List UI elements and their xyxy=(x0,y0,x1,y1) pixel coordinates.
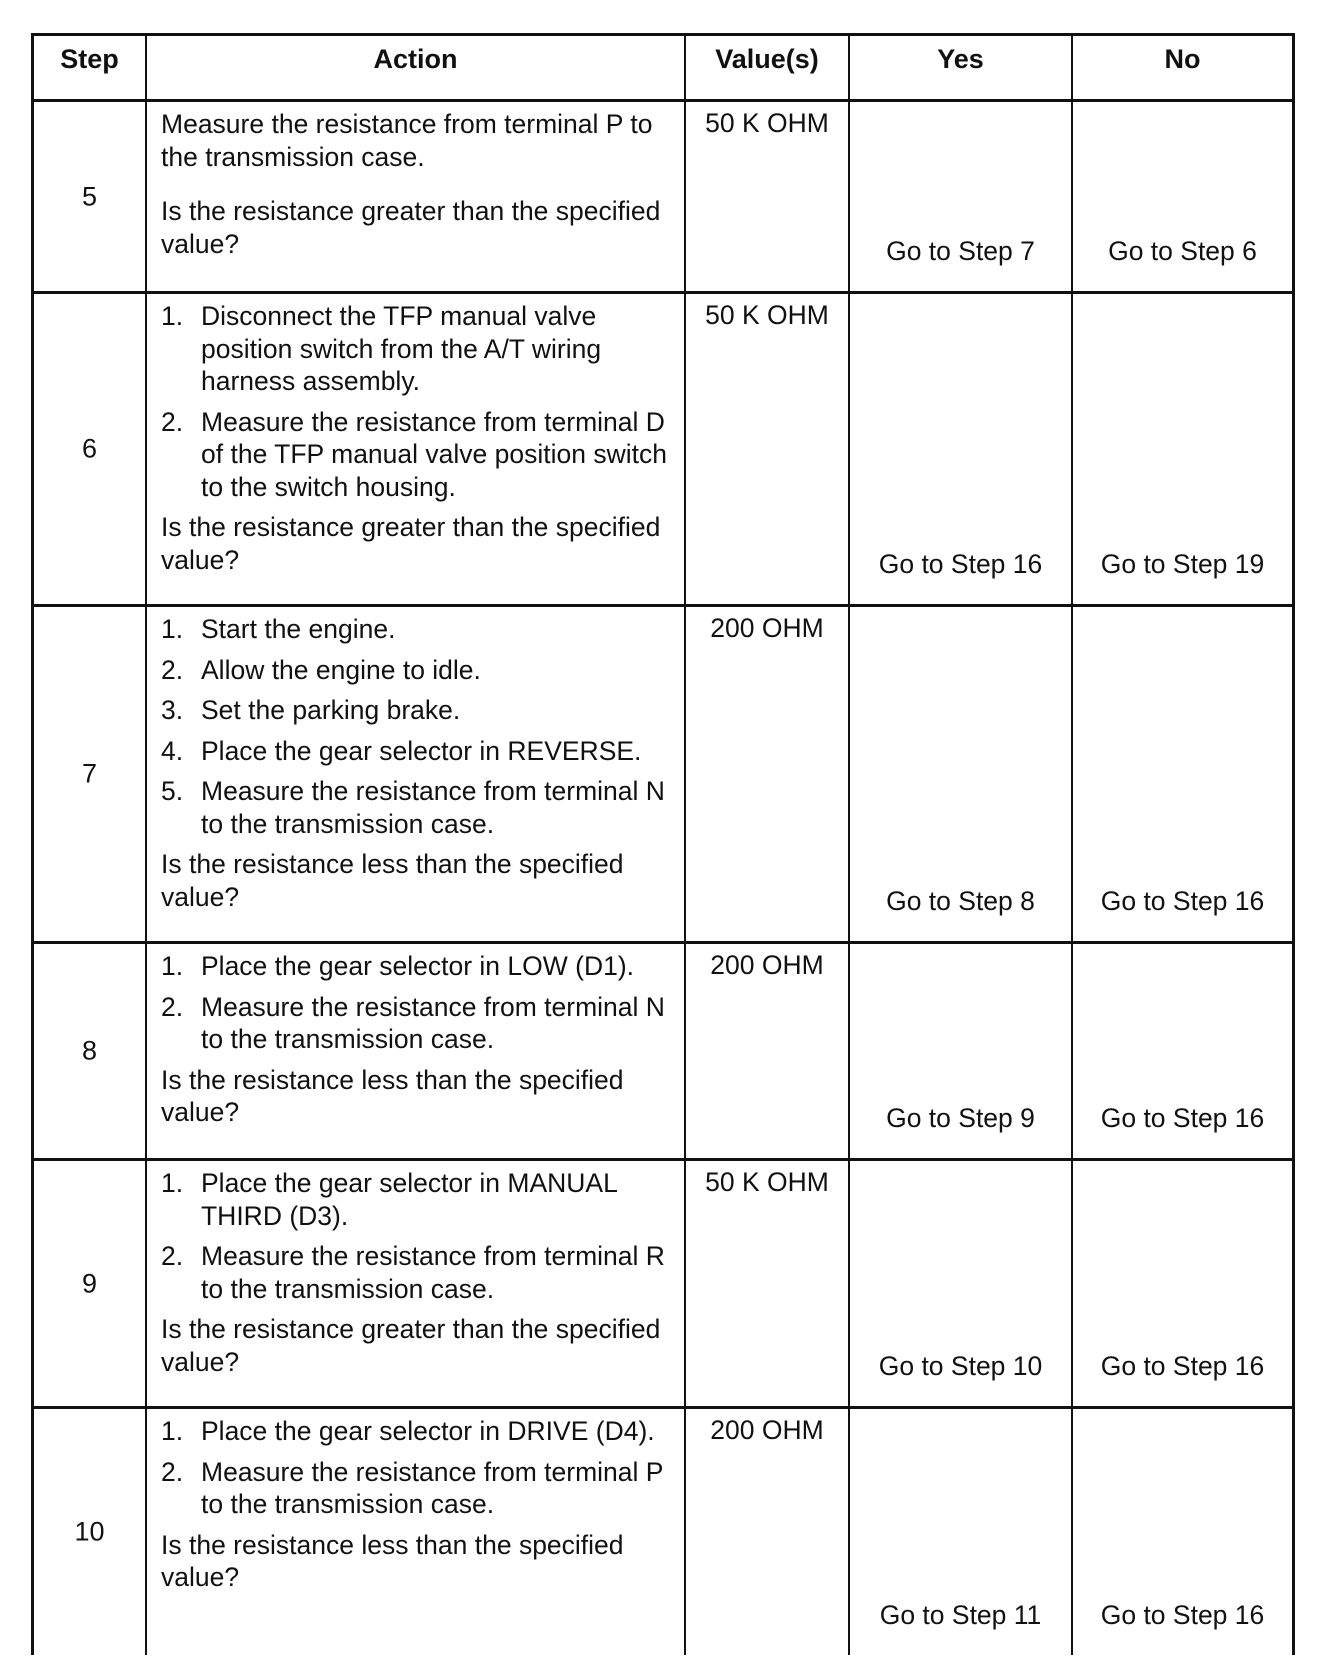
header-values: Value(s) xyxy=(686,33,850,99)
header-action: Action xyxy=(147,33,686,99)
table-row xyxy=(31,291,1295,604)
yes-goto: Go to Step 7 xyxy=(886,236,1035,266)
action-cell xyxy=(147,944,686,1158)
yes-cell xyxy=(850,1409,1073,1655)
action-steps-list xyxy=(161,613,670,840)
step-item-text: Measure the resistance from terminal P to the transmission case. xyxy=(201,1456,663,1519)
step-cell xyxy=(31,1161,147,1406)
no-cell xyxy=(1073,102,1295,291)
step-item-number: 1. xyxy=(161,1416,184,1446)
step-number: 7 xyxy=(81,758,98,789)
action-question: Is the resistance greater than the specified value? xyxy=(161,1314,661,1377)
value-cell xyxy=(686,1409,850,1655)
step-item-text: Measure the resistance from terminal N to the transmission case. xyxy=(201,991,665,1054)
step-cell xyxy=(31,944,147,1158)
action-step-item xyxy=(161,775,670,840)
no-cell xyxy=(1073,607,1295,941)
yes-cell xyxy=(850,944,1073,1158)
no-cell xyxy=(1073,1409,1295,1655)
action-cell xyxy=(147,294,686,604)
yes-cell xyxy=(850,102,1073,291)
step-item-text: Start the engine. xyxy=(201,614,396,644)
action-question: Is the resistance less than the specified value? xyxy=(161,849,624,912)
action-step-item xyxy=(161,406,670,504)
step-number: 10 xyxy=(74,1516,105,1547)
action-step-item xyxy=(161,654,670,687)
table-row xyxy=(31,941,1295,1158)
step-cell xyxy=(31,102,147,291)
action-step-item xyxy=(161,300,670,398)
yes-cell xyxy=(850,294,1073,604)
yes-goto: Go to Step 8 xyxy=(886,886,1035,916)
no-cell xyxy=(1073,944,1295,1158)
action-step-item xyxy=(161,613,670,646)
step-number: 9 xyxy=(81,1268,98,1298)
step-item-number: 1. xyxy=(161,1168,184,1198)
action-question: Is the resistance less than the specified value? xyxy=(161,1529,624,1592)
action-question: Is the resistance less than the specified value? xyxy=(161,1064,624,1127)
step-item-number: 1. xyxy=(161,301,184,331)
action-step-item xyxy=(161,991,670,1056)
action-steps-list xyxy=(161,300,670,503)
table-header-row xyxy=(31,33,1295,99)
yes-goto: Go to Step 9 xyxy=(886,1103,1035,1133)
action-steps-list xyxy=(161,1415,670,1521)
action-step-item xyxy=(161,694,670,727)
step-item-text: Place the gear selector in REVERSE. xyxy=(201,735,642,766)
step-item-text: Disconnect the TFP manual valve position switch from the A/T wiring harness assembly. xyxy=(201,301,602,396)
value-cell xyxy=(686,607,850,941)
action-step-item xyxy=(161,1167,670,1232)
step-item-text: Place the gear selector in DRIVE (D4). xyxy=(201,1416,655,1446)
action-step-item xyxy=(161,735,670,768)
action-cell xyxy=(147,1409,686,1655)
value-cell xyxy=(686,944,850,1158)
step-item-text: Set the parking brake. xyxy=(201,695,461,725)
step-item-number: 2. xyxy=(161,1456,184,1487)
yes-goto: Go to Step 11 xyxy=(879,1600,1042,1630)
action-steps-list xyxy=(161,1167,670,1305)
step-cell xyxy=(31,294,147,604)
step-item-text: Place the gear selector in MANUAL THIRD (D3). xyxy=(201,1168,617,1231)
action-cell xyxy=(147,102,686,291)
header-step: Step xyxy=(31,33,147,99)
specified-value: 50 K OHM xyxy=(705,1167,829,1197)
yes-cell xyxy=(850,607,1073,941)
specified-value: 200 OHM xyxy=(710,1415,824,1445)
no-goto: Go to Step 19 xyxy=(1100,549,1265,579)
step-item-number: 2. xyxy=(161,406,184,437)
value-cell xyxy=(686,294,850,604)
step-item-text: Measure the resistance from terminal D of the TFP manual valve position switch to the switch housing. xyxy=(201,406,667,502)
step-item-number: 4. xyxy=(161,735,184,766)
value-cell xyxy=(686,1161,850,1406)
step-item-number: 2. xyxy=(161,654,184,685)
no-goto: Go to Step 16 xyxy=(1100,886,1265,916)
yes-goto: Go to Step 10 xyxy=(878,1351,1043,1381)
step-cell xyxy=(31,607,147,941)
table-row xyxy=(31,99,1295,291)
action-cell xyxy=(147,607,686,941)
action-step-item xyxy=(161,950,670,983)
no-goto: Go to Step 16 xyxy=(1100,1600,1265,1630)
step-number: 5 xyxy=(81,181,98,211)
table-row xyxy=(31,604,1295,941)
action-cell xyxy=(147,1161,686,1406)
header-yes: Yes xyxy=(850,33,1073,99)
header-no: No xyxy=(1073,33,1295,99)
action-steps-list xyxy=(161,950,670,1056)
action-step-item xyxy=(161,1415,670,1448)
action-text: Measure the resistance from terminal P to the transmission case. xyxy=(161,109,653,172)
no-goto: Go to Step 16 xyxy=(1100,1103,1265,1133)
step-item-number: 1. xyxy=(161,951,184,981)
step-item-number: 2. xyxy=(161,991,184,1022)
step-item-text: Measure the resistance from terminal R to the transmission case. xyxy=(201,1241,665,1304)
step-number: 6 xyxy=(81,433,98,464)
step-item-text: Place the gear selector in LOW (D1). xyxy=(201,951,635,981)
action-question: Is the resistance greater than the specified value? xyxy=(161,512,661,575)
specified-value: 50 K OHM xyxy=(705,108,829,138)
step-item-number: 5. xyxy=(161,776,184,806)
step-item-number: 3. xyxy=(161,695,184,725)
step-cell xyxy=(31,1409,147,1655)
action-step-item xyxy=(161,1240,670,1305)
step-item-text: Allow the engine to idle. xyxy=(201,654,481,685)
no-cell xyxy=(1073,294,1295,604)
action-step-item xyxy=(161,1456,670,1521)
action-question: Is the resistance greater than the specified value? xyxy=(161,196,661,259)
value-cell xyxy=(686,102,850,291)
yes-goto: Go to Step 16 xyxy=(878,549,1043,579)
no-goto: Go to Step 16 xyxy=(1100,1351,1265,1381)
no-goto: Go to Step 6 xyxy=(1108,236,1257,266)
specified-value: 50 K OHM xyxy=(705,300,829,330)
yes-cell xyxy=(850,1161,1073,1406)
diagnostic-table xyxy=(31,33,1295,1655)
table-row xyxy=(31,1158,1295,1406)
specified-value: 200 OHM xyxy=(710,950,824,980)
step-item-text: Measure the resistance from terminal N to the transmission case. xyxy=(201,776,665,839)
no-cell xyxy=(1073,1161,1295,1406)
specified-value: 200 OHM xyxy=(710,613,824,643)
step-number: 8 xyxy=(81,1035,98,1066)
step-item-number: 2. xyxy=(161,1241,184,1271)
table-row xyxy=(31,1406,1295,1655)
step-item-number: 1. xyxy=(161,614,184,644)
